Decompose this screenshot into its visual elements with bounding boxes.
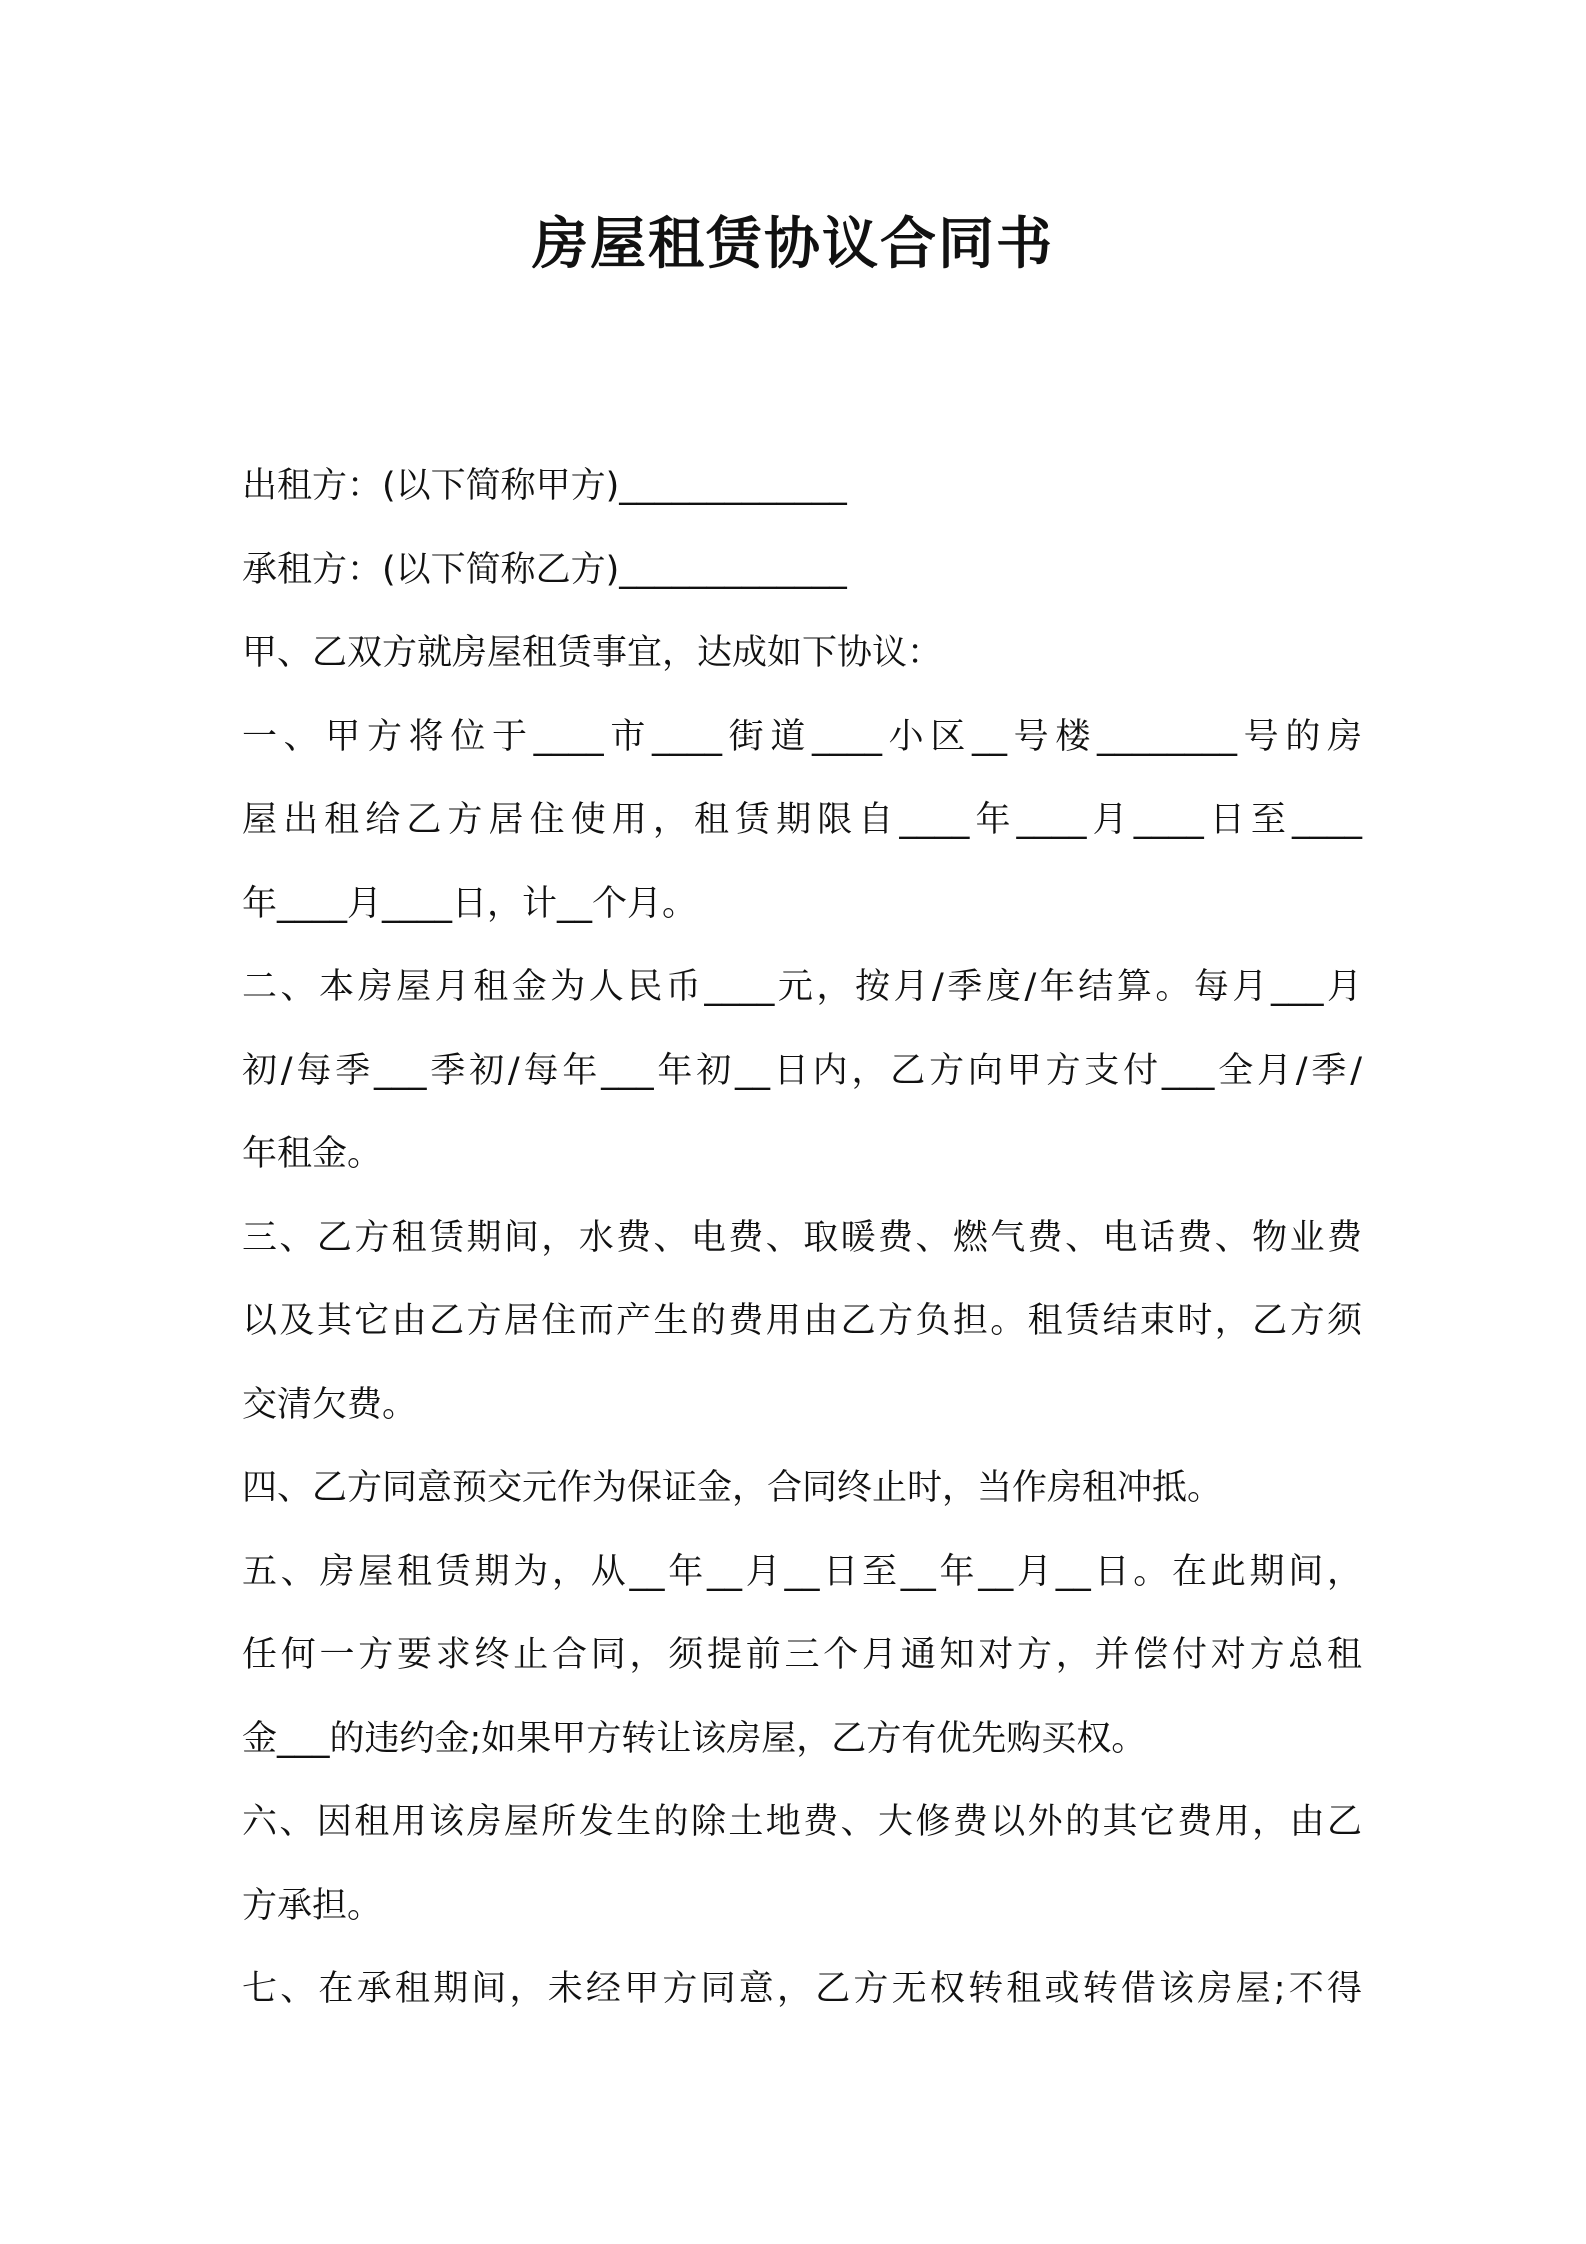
lessor-line: 出租方：(以下简称甲方)_____________ — [242, 466, 847, 506]
clause-3-line-2: 以及其它由乙方居住而产生的费用由乙方负担。租赁结束时，乙方须 — [242, 1301, 1362, 1341]
clause-3-line-1: 三、乙方租赁期间，水费、电费、取暖费、燃气费、电话费、物业费 — [242, 1217, 1362, 1258]
clause-4-line-1: 四、乙方同意预交元作为保证金，合同终止时，当作房租冲抵。 — [242, 1468, 1223, 1508]
clause-5-line-1: 五、房屋租赁期为，从__年__月__日至__年__月__日。在此期间， — [242, 1551, 1362, 1592]
clause-2-line-1: 二、本房屋月租金为人民币____元，按月/季度/年结算。每月___月 — [242, 967, 1362, 1007]
document-title: 房屋租赁协议合同书 — [532, 212, 1054, 277]
agreement-intro: 甲、乙双方就房屋租赁事宜，达成如下协议： — [242, 633, 943, 673]
clause-1-line-3: 年____月____日，计__个月。 — [242, 883, 698, 924]
clause-3-line-3: 交清欠费。 — [242, 1384, 418, 1425]
clause-5-line-2: 任何一方要求终止合同，须提前三个月通知对方，并偿付对方总租 — [242, 1635, 1362, 1675]
clause-2-line-2: 初/每季___季初/每年___年初__日内，乙方向甲方支付___全月/季/ — [242, 1050, 1362, 1091]
clause-5-line-3: 金___的违约金;如果甲方转让该房屋，乙方有优先购买权。 — [242, 1718, 1147, 1759]
clause-6-line-2: 方承担。 — [242, 1885, 383, 1926]
clause-7-line-1: 七、在承租期间，未经甲方同意，乙方无权转租或转借该房屋;不得 — [242, 1969, 1362, 2009]
lessee-line: 承租方：(以下简称乙方)_____________ — [242, 549, 847, 590]
clause-6-line-1: 六、因租用该房屋所发生的除土地费、大修费以外的其它费用，由乙 — [242, 1802, 1362, 1842]
document-body — [242, 445, 1362, 2032]
clause-2-line-3: 年租金。 — [242, 1134, 383, 1174]
clause-1-line-1: 一、甲方将位于____市____街道____小区__号楼________号的房 — [242, 716, 1362, 757]
clause-1-line-2: 屋出租给乙方居住使用，租赁期限自____年____月____日至____ — [242, 800, 1362, 840]
